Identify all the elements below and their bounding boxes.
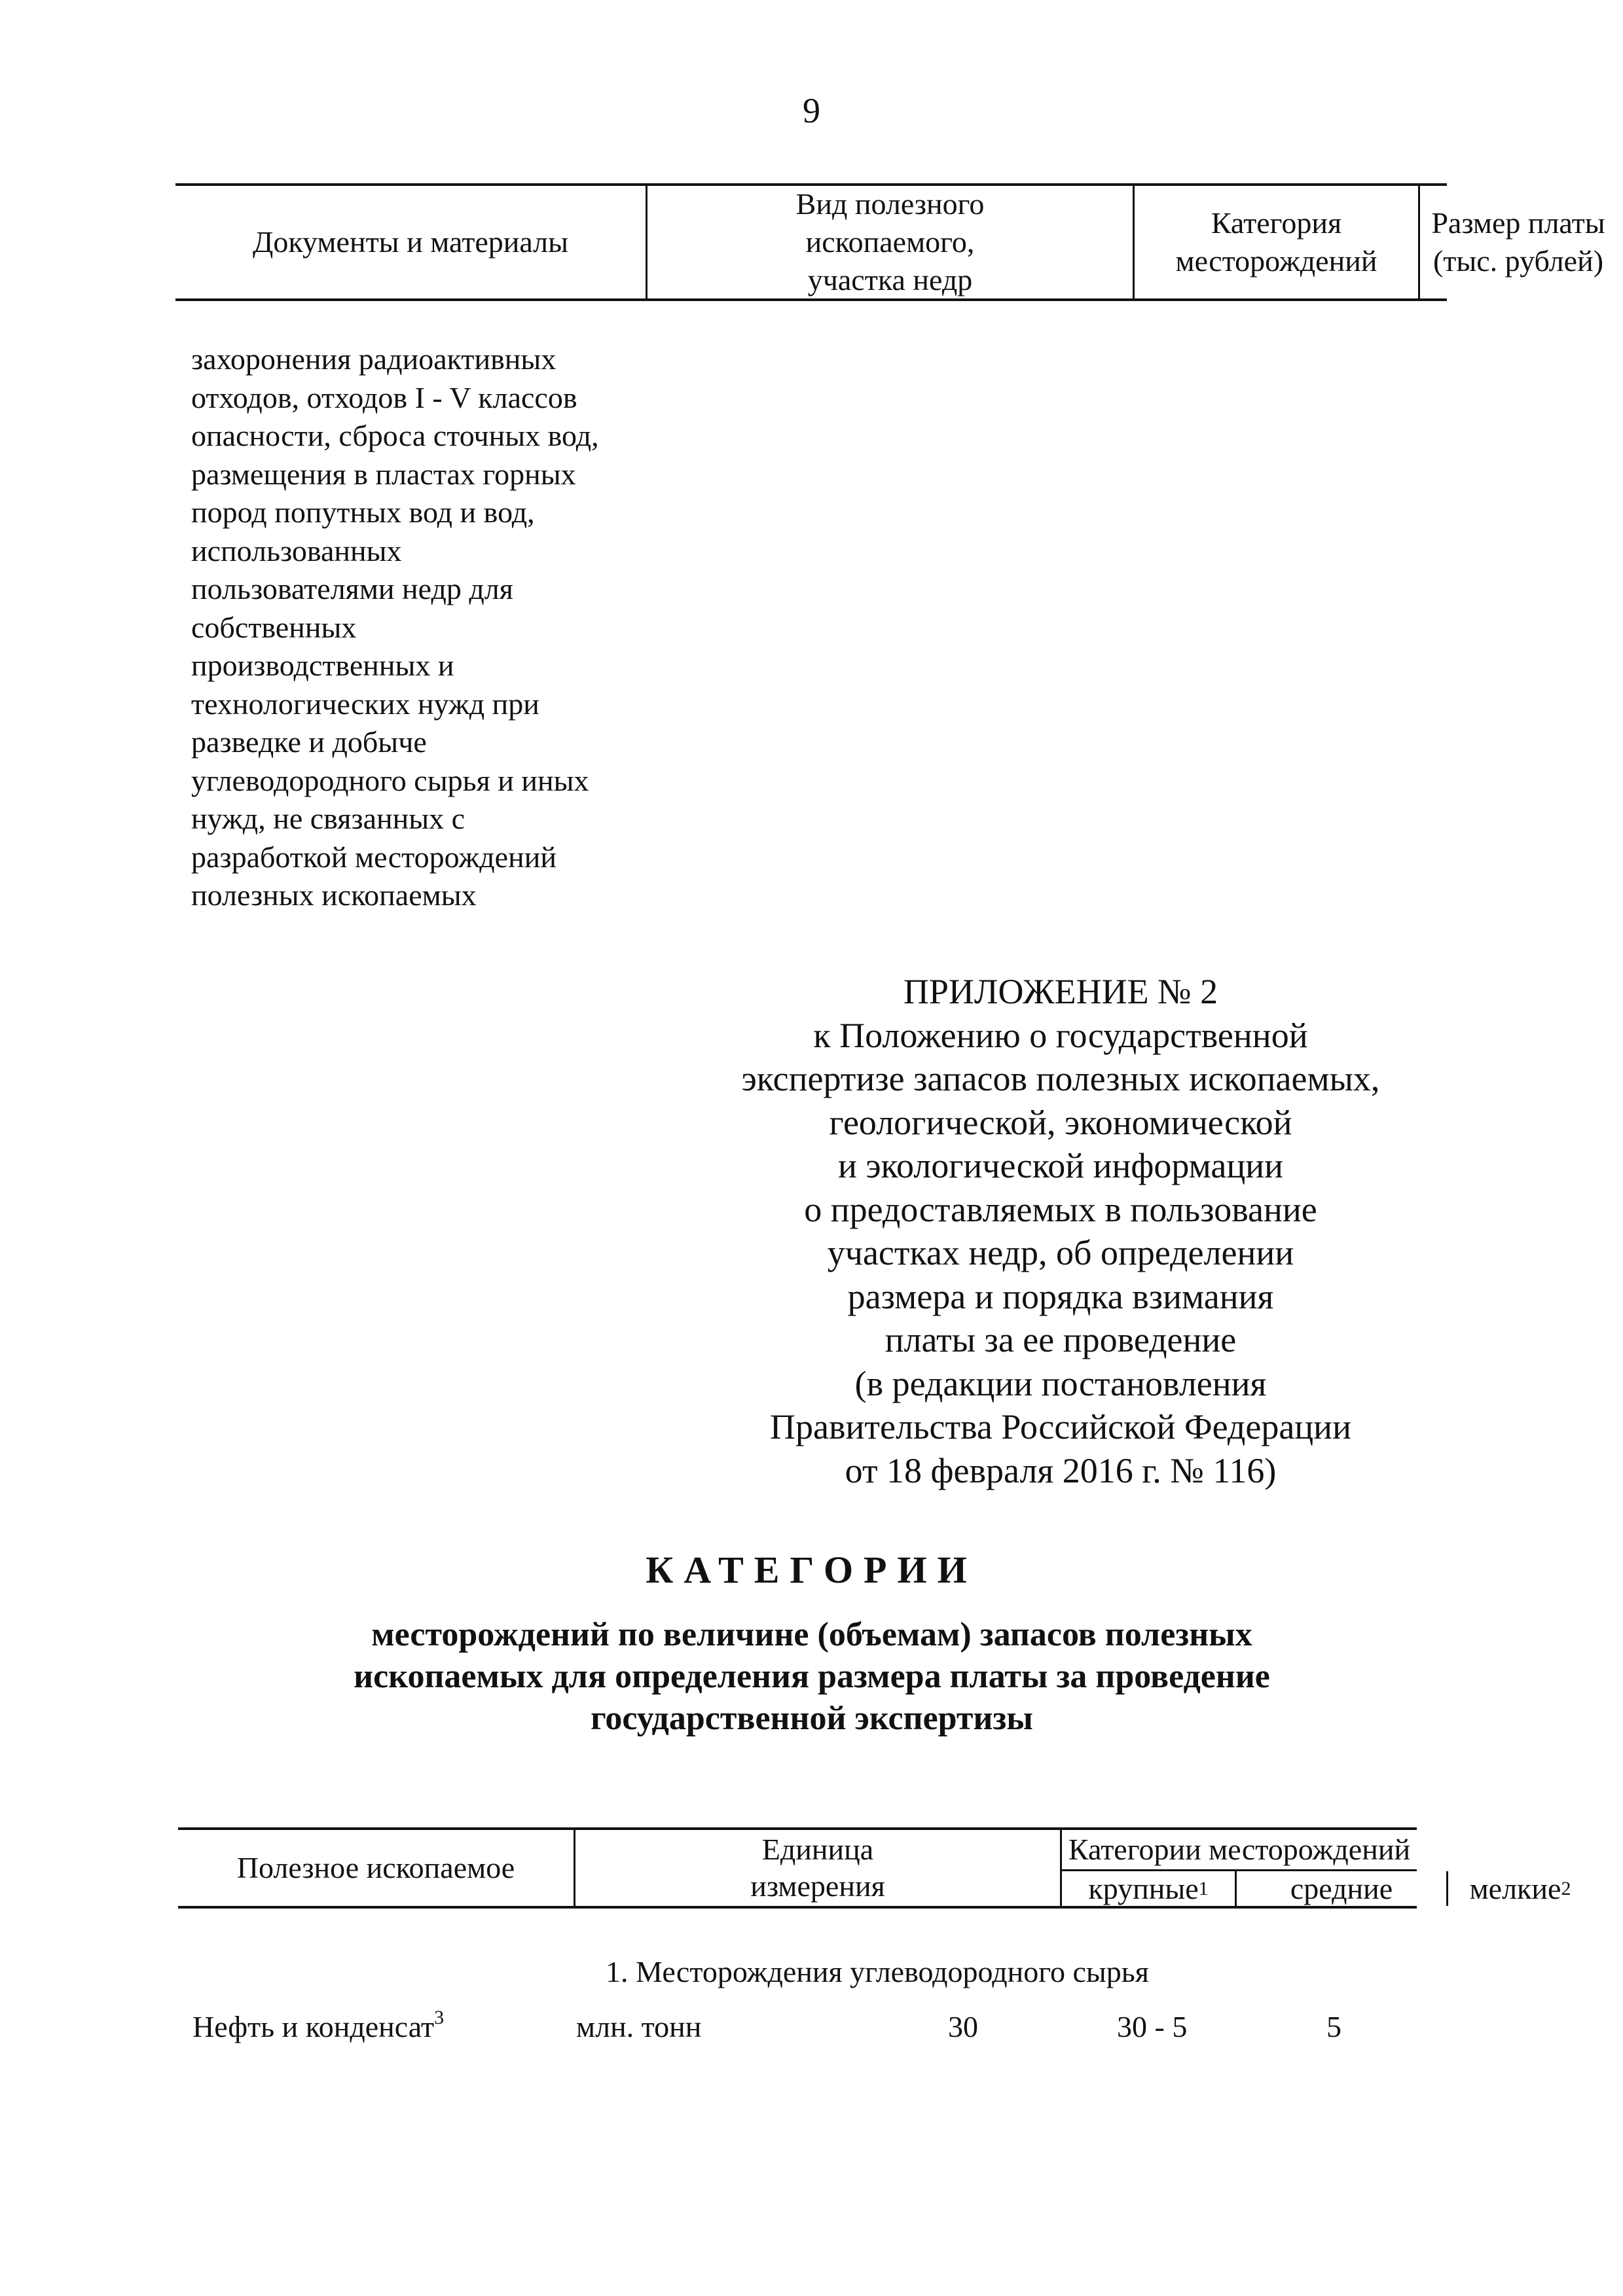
subheader-large: крупные 1 bbox=[1062, 1871, 1235, 1906]
appendix-line: платы за ее проведение bbox=[884, 1320, 1237, 1359]
subheader-large-text: крупные bbox=[1088, 1871, 1199, 1905]
subheader-small-text: мелкие bbox=[1469, 1871, 1561, 1905]
text-line: полезных ископаемых bbox=[191, 878, 477, 912]
row-large: 30 bbox=[948, 2010, 978, 2043]
text-line: производственных и bbox=[191, 649, 454, 682]
unit-line-2: измерения bbox=[750, 1869, 885, 1903]
subtitle-line: ископаемых для определения размера платы за проведение bbox=[354, 1658, 1270, 1695]
mineral-name: Нефть и конденсат bbox=[192, 2010, 435, 2043]
text-line: опасности, сброса сточных вод, bbox=[191, 419, 599, 452]
appendix-line: участках недр, об определении bbox=[827, 1233, 1294, 1272]
row-medium: 30 - 5 bbox=[1117, 2010, 1188, 2043]
text-line: использованных bbox=[191, 533, 402, 567]
text-line: технологических нужд при bbox=[191, 687, 539, 721]
row-unit: млн. тонн bbox=[576, 2010, 702, 2043]
footnote-mark: 3 bbox=[434, 2007, 445, 2028]
table-header-categories bbox=[178, 1827, 1571, 1909]
table-header-documents bbox=[175, 183, 1605, 301]
column-header-mineral-type bbox=[647, 186, 1133, 298]
document-description-continuation bbox=[191, 340, 689, 915]
text-line: углеводородного сырья и иных bbox=[191, 763, 589, 797]
appendix-line: о предоставляемых в пользование bbox=[804, 1189, 1317, 1229]
column-header-mineral: Полезное ископаемое bbox=[236, 1851, 515, 1884]
column-header-unit bbox=[575, 1830, 1060, 1906]
appendix-line: к Положению о государственной bbox=[813, 1015, 1308, 1055]
column-header-fee-text: Размер платы (тыс. рублей) bbox=[1431, 206, 1605, 278]
subheader-small: мелкие 2 bbox=[1448, 1871, 1592, 1906]
subtitle-line: месторождений по величине (объемам) запасов полезных bbox=[371, 1616, 1252, 1653]
row-mineral bbox=[192, 2007, 445, 2043]
page-number: 9 bbox=[803, 91, 820, 130]
text-line: захоронения радиоактивных bbox=[191, 342, 556, 376]
column-header-mineral-type-text: Вид полезного ископаемого, участка недр bbox=[795, 187, 985, 296]
appendix-line: (в редакции постановления bbox=[854, 1363, 1267, 1403]
text-line: размещения в пластах горных bbox=[191, 457, 576, 491]
appendix-header bbox=[681, 970, 1440, 1492]
unit-line-1: Единица bbox=[761, 1833, 874, 1866]
appendix-line: размера и порядка взимания bbox=[847, 1276, 1274, 1316]
categories-title: КАТЕГОРИИ bbox=[646, 1549, 977, 1591]
column-header-deposit-categories: Категории месторождений bbox=[1068, 1833, 1411, 1866]
text-line: разработкой месторождений bbox=[191, 840, 556, 874]
row-small: 5 bbox=[1326, 2010, 1341, 2043]
appendix-line: экспертизе запасов полезных ископаемых, bbox=[741, 1059, 1380, 1098]
section-heading: 1. Месторождения углеводородного сырья bbox=[606, 1955, 1149, 1988]
column-header-fee bbox=[1420, 186, 1616, 298]
text-line: пользователями недр для bbox=[191, 572, 513, 605]
appendix-line: и экологической информации bbox=[837, 1146, 1284, 1185]
subtitle-line: государственной экспертизы bbox=[591, 1700, 1033, 1737]
appendix-line: геологической, экономической bbox=[829, 1102, 1292, 1142]
text-line: отходов, отходов I - V классов bbox=[191, 380, 577, 414]
appendix-line: от 18 февраля 2016 г. № 116) bbox=[845, 1450, 1277, 1490]
column-header-category-text: Категория месторождений bbox=[1175, 206, 1377, 278]
appendix-line: Правительства Российской Федерации bbox=[770, 1407, 1351, 1446]
subheader-medium: средние bbox=[1290, 1871, 1393, 1905]
text-line: нужд, не связанных с bbox=[191, 802, 465, 835]
categories-subtitle bbox=[196, 1614, 1427, 1740]
appendix-title: ПРИЛОЖЕНИЕ № 2 bbox=[903, 972, 1218, 1011]
text-line: собственных bbox=[191, 610, 357, 644]
text-line: разведке и добыче bbox=[191, 725, 427, 759]
text-line: пород попутных вод и вод, bbox=[191, 495, 535, 529]
column-header-documents: Документы и материалы bbox=[252, 225, 569, 259]
column-header-category bbox=[1135, 186, 1418, 298]
